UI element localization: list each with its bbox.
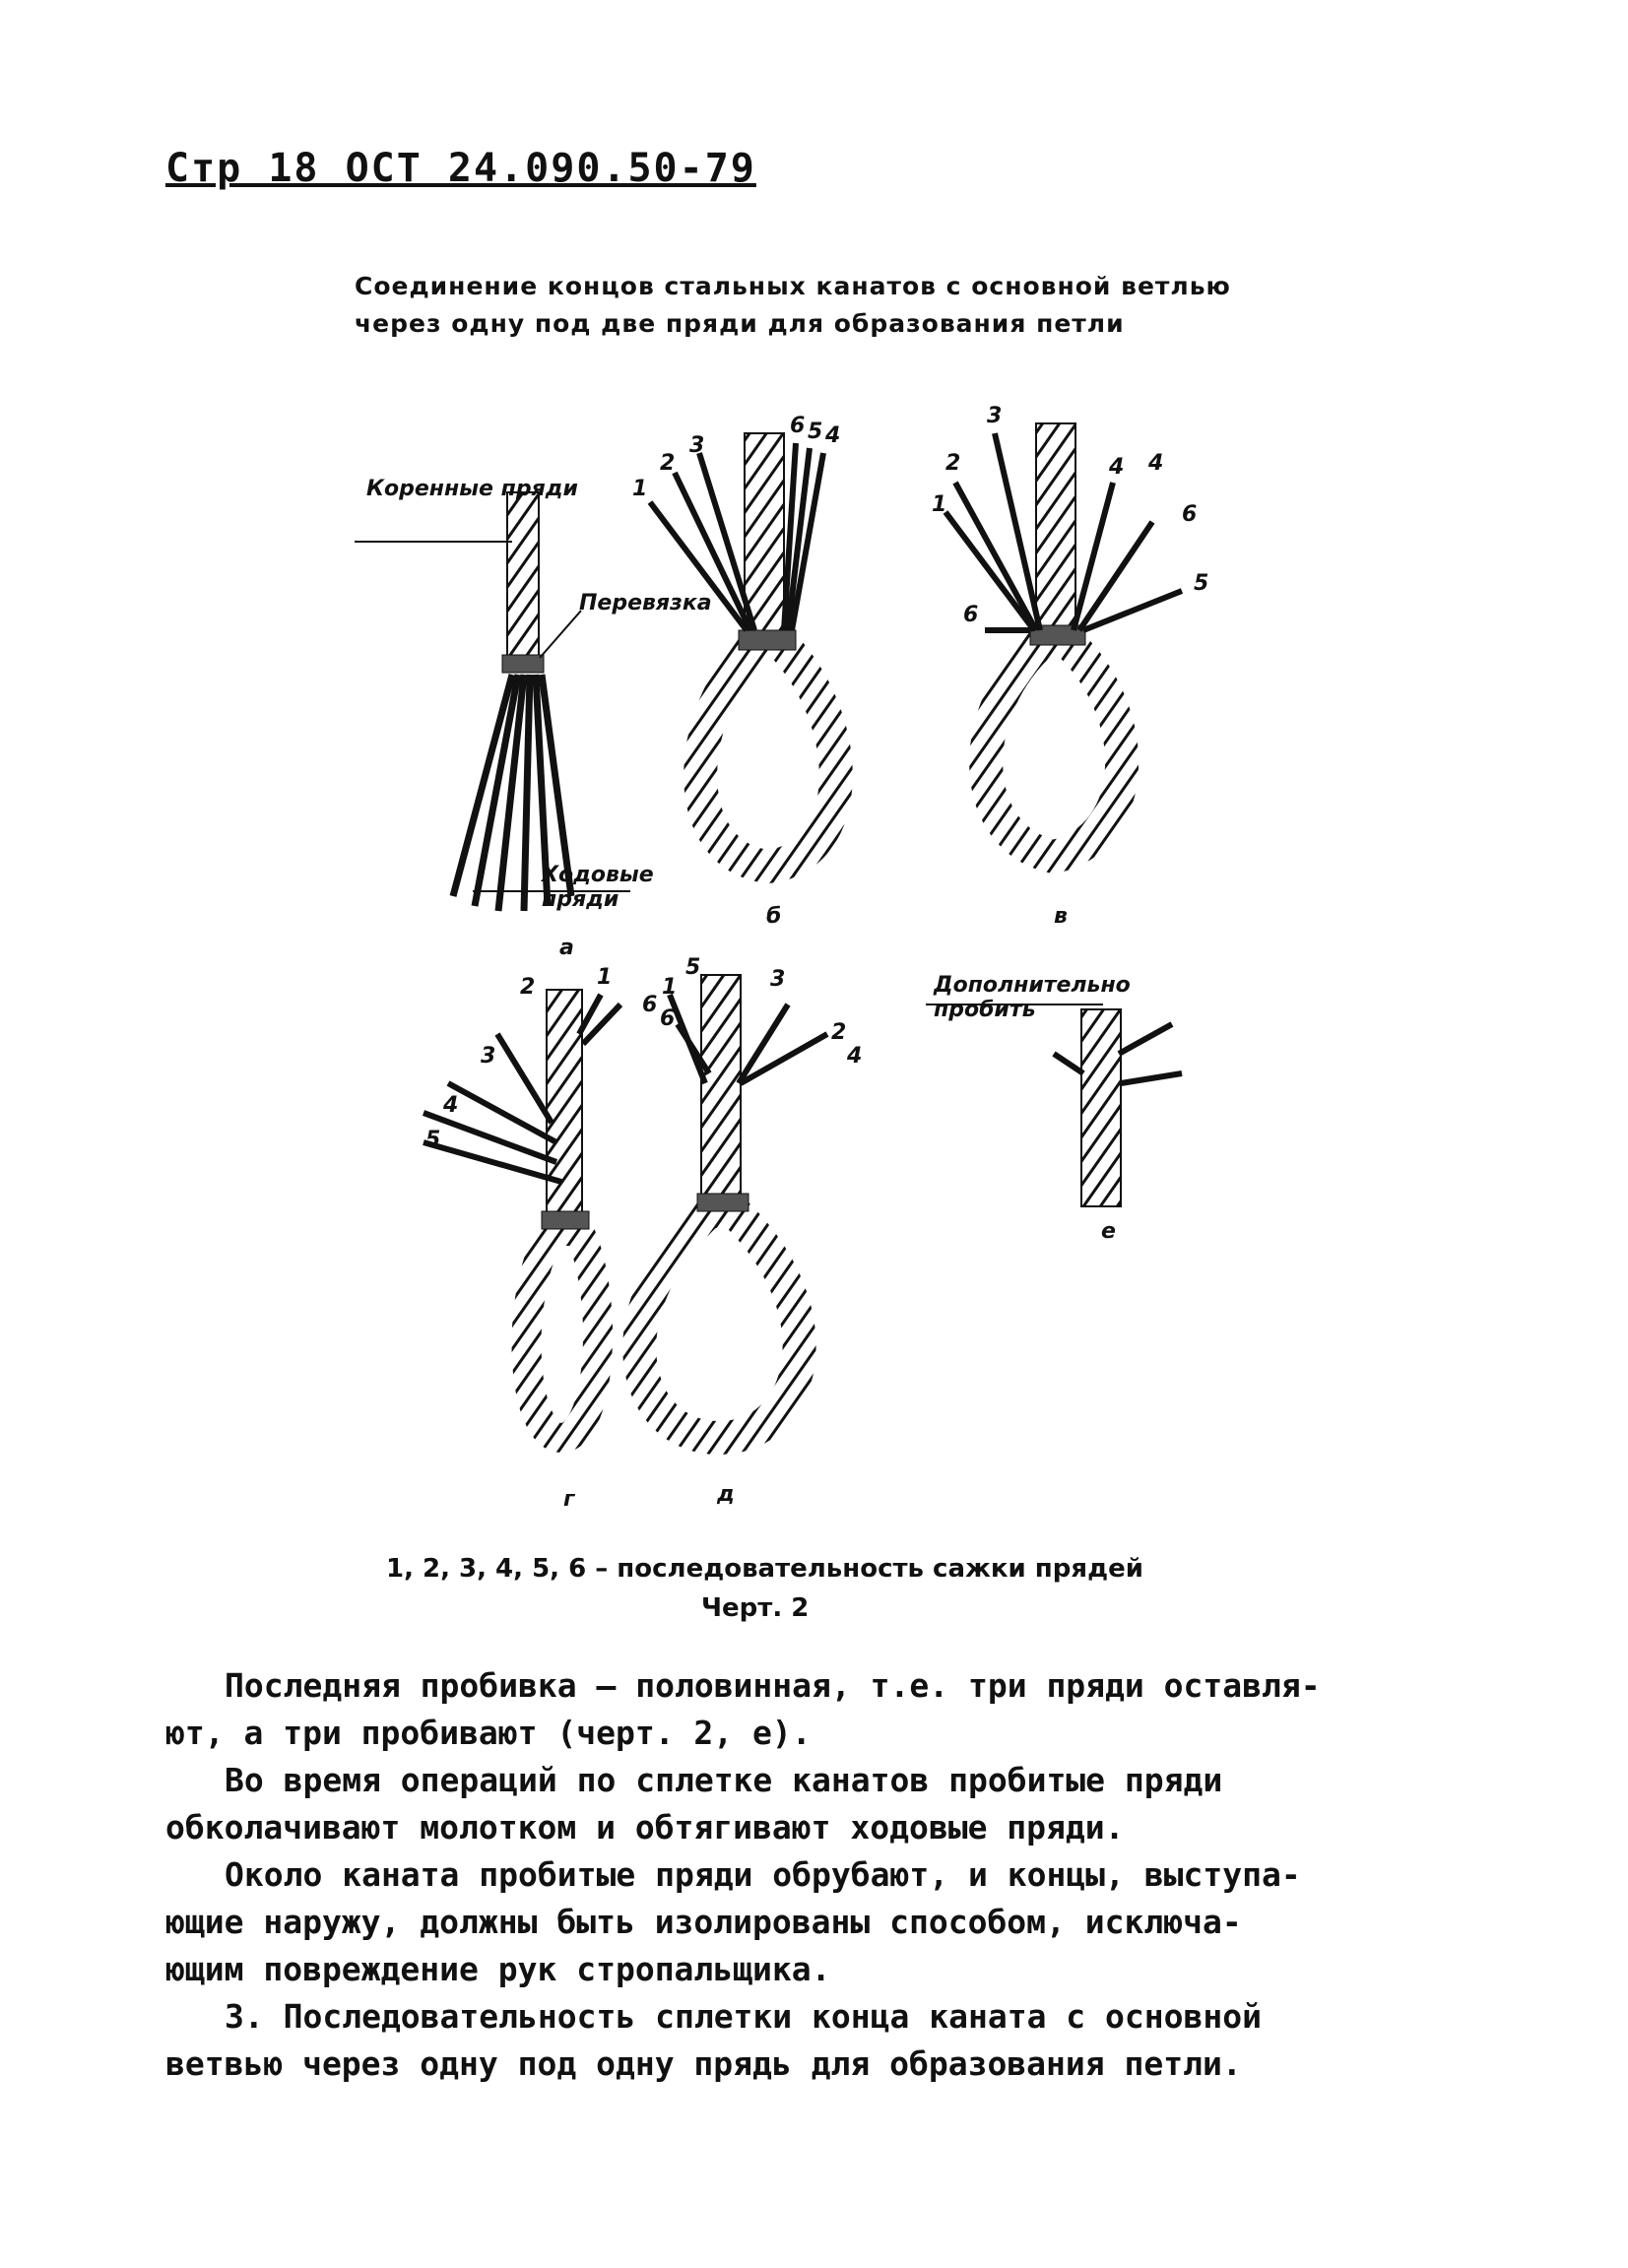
letter-v: в [1054, 904, 1068, 929]
header-text: Стр 18 ОСТ 24.090.50-79 [165, 146, 756, 191]
letter-b: б [766, 904, 782, 929]
para3-line3: ющим повреждение рук стропальщика. [165, 1950, 831, 1988]
strand-num: 2 [520, 975, 536, 1000]
para4-line1: 3. Последовательность сплетки конца каната с основной [225, 1997, 1262, 2036]
strand-num: 3 [987, 404, 1003, 428]
strand-num: 4 [443, 1093, 459, 1118]
strand-num: 6 [642, 993, 658, 1017]
diagram-d [639, 975, 827, 1438]
figure-caption: 1, 2, 3, 4, 5, 6 – последовательность сажки прядей [386, 1554, 1143, 1584]
figure-number: Черт. 2 [701, 1593, 810, 1623]
para2-line1: Во время операций по сплетке канатов пробитые пряди [225, 1761, 1223, 1799]
para3-line1: Около каната пробитые пряди обрубают, и концы, выступа- [225, 1855, 1301, 1894]
letter-d: д [717, 1482, 735, 1507]
strand-num: 6 [1182, 502, 1198, 527]
strand-num: 3 [770, 967, 786, 992]
strand-num: 2 [945, 451, 961, 476]
figure-title-line1: Соединение концов стальных канатов с основной ветлью [355, 272, 1231, 300]
para4-line2: ветвью через одну под одну прядь для образования петли. [165, 2044, 1242, 2083]
strand-num: 4 [825, 423, 841, 448]
para1-line2: ют, а три пробивают (черт. 2, е). [165, 1714, 812, 1752]
strand-num: 1 [932, 492, 947, 517]
para1-line1: Последняя пробивка – половинная, т.е. три пряди оставля- [225, 1666, 1321, 1705]
para3-line2: ющие наружу, должны быть изолированы способом, исключа- [165, 1903, 1242, 1941]
diagram-a [355, 492, 630, 911]
strand-num: 6 [660, 1006, 676, 1031]
strand-num: 6 [790, 414, 806, 438]
label-additionally-pierce: Дополнительно пробить [934, 973, 1131, 1022]
strand-num: 1 [632, 477, 648, 501]
strand-num: 4 [1109, 455, 1125, 480]
diagram-e [926, 1004, 1182, 1206]
para2-line2: обколачивают молотком и обтягивают ходовые пряди. [165, 1808, 1125, 1847]
strand-num: 2 [660, 451, 676, 476]
figure-title [355, 268, 1241, 343]
letter-g: г [563, 1487, 575, 1512]
label-binding: Перевязка [579, 591, 712, 616]
letter-a: а [559, 936, 574, 960]
strand-num: 1 [662, 975, 678, 1000]
label-root-strands: Коренные пряди [366, 477, 578, 501]
strand-num: 6 [963, 603, 979, 627]
letter-e: е [1101, 1219, 1116, 1244]
diagram-b [650, 433, 836, 867]
strand-num: 4 [847, 1044, 863, 1069]
page-header [165, 146, 756, 191]
strand-num: 5 [808, 420, 823, 444]
label-running-strands: Ходовые пряди [542, 863, 654, 912]
strand-num: 5 [1194, 571, 1209, 596]
strand-num: 3 [689, 433, 705, 458]
rope-splice-drawing [355, 394, 1280, 1526]
diagram-g [423, 990, 620, 1438]
strand-num: 4 [1148, 451, 1164, 476]
strand-num: 3 [481, 1044, 496, 1069]
strand-num: 1 [597, 965, 613, 990]
diagram-v [945, 423, 1182, 857]
strand-num: 5 [425, 1128, 441, 1152]
rope-splice-figure [355, 394, 1280, 1526]
figure-title-line2: через одну под две пряди для образования петли [355, 309, 1125, 338]
strand-num: 5 [685, 955, 701, 980]
body-text [165, 1662, 1446, 2088]
strand-num: 2 [831, 1020, 847, 1045]
